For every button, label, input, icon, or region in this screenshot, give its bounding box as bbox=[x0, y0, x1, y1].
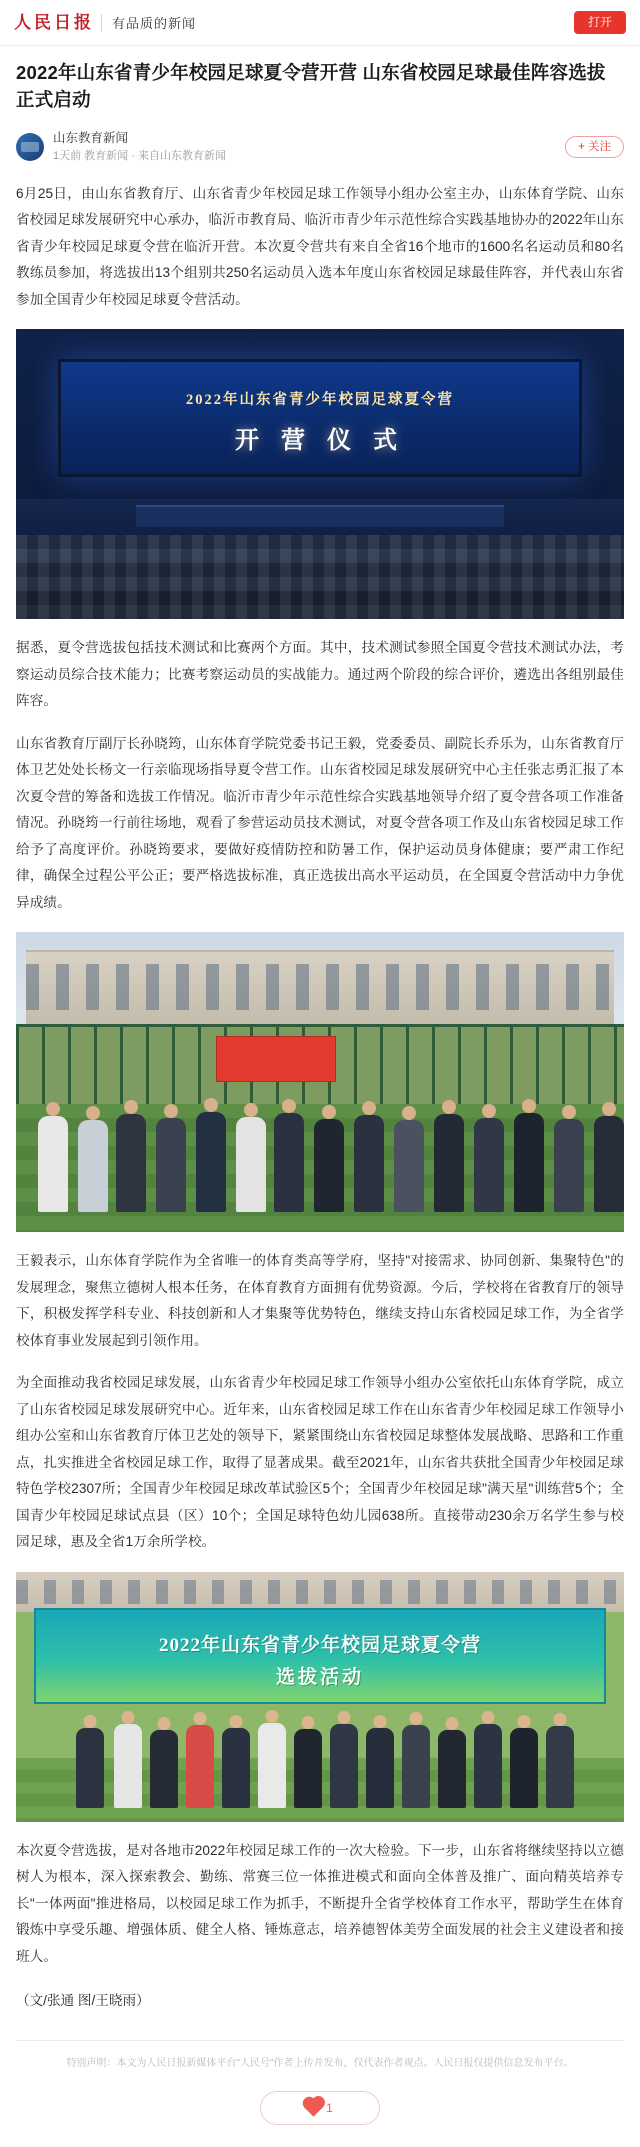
paragraph-4: 王毅表示，山东体育学院作为全省唯一的体育类高等学府，坚持"对接需求、协同创新、集聚特色"的发展理念，聚焦立德树人根本任务，在体育教育方面拥有优势资源。今后，学校将在省教育厅的领导下，积极发挥学科专业、科技创新和人才集聚等优势特色，继续支持山东省校园足球工作，为全省学校体育事业发展起到引领作用。 bbox=[16, 1253, 624, 1348]
logo-divider bbox=[101, 14, 102, 32]
byline-meta: 1天前 教育新闻 · 来自山东教育新闻 bbox=[53, 150, 226, 163]
photo3-building bbox=[16, 1572, 624, 1612]
banner-group-photo bbox=[16, 1572, 624, 1822]
photo3-people-group bbox=[16, 1684, 624, 1808]
logo-char-3: 日 bbox=[54, 13, 71, 32]
pitch-inspection-photo bbox=[16, 932, 624, 1232]
paragraph-1: 6月25日，由山东省教育厅、山东省青少年校园足球工作领导小组办公室主办，山东体育学院、山东省校园足球发展研究中心承办，临沂市教育局、临沂市青少年示范性综合实践基地协办的2022年山东省青少年校园足球夏令营在临沂开营。本次夏令营共有来自全省16个地市的1600名名运动员和80名教练员参加，将选拔出13个组别共250名运动员入选本年度山东省校园足球最佳阵容，并代表山东省参加全国青少年校园足球夏令营活动。 bbox=[16, 185, 624, 307]
paragraph-5: 为全面推动我省校园足球发展，山东省青少年校园足球工作领导小组办公室依托山东体育学院，成立了山东省校园足球发展研究中心。近年来，山东省校园足球工作在山东省青少年校园足球工作领导小组办公室和山东省教育厅体卫艺处的领导下，紧紧围绕山东省校园足球整体发展战略、思路和工作重点，扎实推进全省校园足球工作，取得了显著成果。截至2021年，山东省共获批全国青少年校园足球特色学校2307所；全国青少年校园足球改革试验区5个；全国青少年校园足球"满天星"训练营5个；全国青少年校园足球试点县（区）10个；全国足球特色幼儿园638所。直接带动230余万名学生参与校园足球，惠及全省1万余所学校。 bbox=[16, 1375, 624, 1550]
peoples-daily-logo[interactable] bbox=[14, 14, 91, 31]
photo1-head-table bbox=[136, 505, 504, 527]
page-title: 2022年山东省青少年校园足球夏令营开营 山东省校园足球最佳阵容选拔正式启动 bbox=[16, 62, 606, 110]
top-bar bbox=[0, 0, 640, 46]
photo2-building bbox=[26, 950, 614, 1024]
follow-button[interactable]: + 关注 bbox=[565, 136, 624, 159]
paragraph-3: 山东省教育厅副厅长孙晓筠，山东体育学院党委书记王毅，党委委员、副院长乔乐为，山东省教育厅体卫艺处处长杨文一行亲临现场指导夏令营工作。山东省校园足球发展研究中心主任张志勇汇报了本次夏令营的筹备和选拔工作情况。临沂市青少年示范性综合实践基地领导介绍了夏令营各项工作准备情况。孙晓筠一行前往场地，观看了参营运动员技术测试，对夏令营各项工作及山东省校园足球工作给予了高度评价。孙晓筠要求，要做好疫情防控和防暑工作，保护运动员身体健康；要严肃工作纪律，确保全过程公平公正；要严格选拔标准，真正选拔出高水平运动员，在全国夏令营活动中力争优异成绩。 bbox=[16, 735, 624, 910]
avatar[interactable] bbox=[16, 133, 44, 161]
paragraph-6: 本次夏令营选拔，是对各地市2022年校园足球工作的一次大检验。下一步，山东省将继续坚持以立德树人为根本，深入探索教会、勤练、常赛三位一体推进模式和面向全体普及推广、面向精英培养专长"一体两面"推进格局，以校园足球工作为抓手，不断提升全省学校体育工作水平，帮助学生在体育锻炼中享受乐趣、增强体质、健全人格、锤炼意志，培养德智体美劳全面发展的社会主义建设者和接班人。 bbox=[16, 1842, 624, 1964]
photo1-audience-heads bbox=[16, 543, 624, 619]
photo3-banner-line1: 2022年山东省青少年校园足球夏令营 bbox=[158, 1634, 481, 1656]
disclaimer-text: 特别声明：本文为人民日报新媒体平台"人民号"作者上传并发布，仅代表作者观点。人民日报仅提供信息发布平台。 bbox=[16, 2040, 624, 2073]
like-button[interactable] bbox=[260, 2091, 380, 2125]
byline-text bbox=[53, 130, 226, 165]
heart-icon bbox=[304, 2099, 322, 2117]
logo-char-2: 民 bbox=[34, 13, 51, 32]
paragraph-2: 据悉，夏令营选拔包括技术测试和比赛两个方面。其中，技术测试参照全国夏令营技术测试办法，考察运动员综合技术能力；比赛考察运动员的实战能力。通过两个阶段的综合评价，遴选出各组别最佳阵容。 bbox=[16, 640, 624, 709]
like-count: 1 bbox=[326, 2100, 333, 2115]
photo1-screen-line1: 2022年山东省青少年校园足球夏令营 bbox=[186, 392, 454, 409]
photo1-led-screen bbox=[58, 359, 582, 477]
photo3-banner-line2: 选拔活动 bbox=[275, 1666, 364, 1688]
open-app-button[interactable]: 打开 bbox=[574, 11, 626, 34]
byline bbox=[16, 130, 624, 165]
logo-char-4: 报 bbox=[74, 13, 91, 32]
slogan-text: 有品质的新闻 bbox=[112, 16, 197, 31]
photo1-screen-line2: 开 营 仪 式 bbox=[235, 428, 405, 455]
source-name[interactable]: 山东教育新闻 bbox=[53, 130, 129, 145]
article-credit: （文/张通 图/王晓雨） bbox=[16, 1993, 150, 2009]
article-container bbox=[0, 46, 640, 2125]
opening-ceremony-photo bbox=[16, 329, 624, 619]
photo2-people-group bbox=[16, 1064, 624, 1212]
logo-char-1: 人 bbox=[14, 13, 31, 32]
